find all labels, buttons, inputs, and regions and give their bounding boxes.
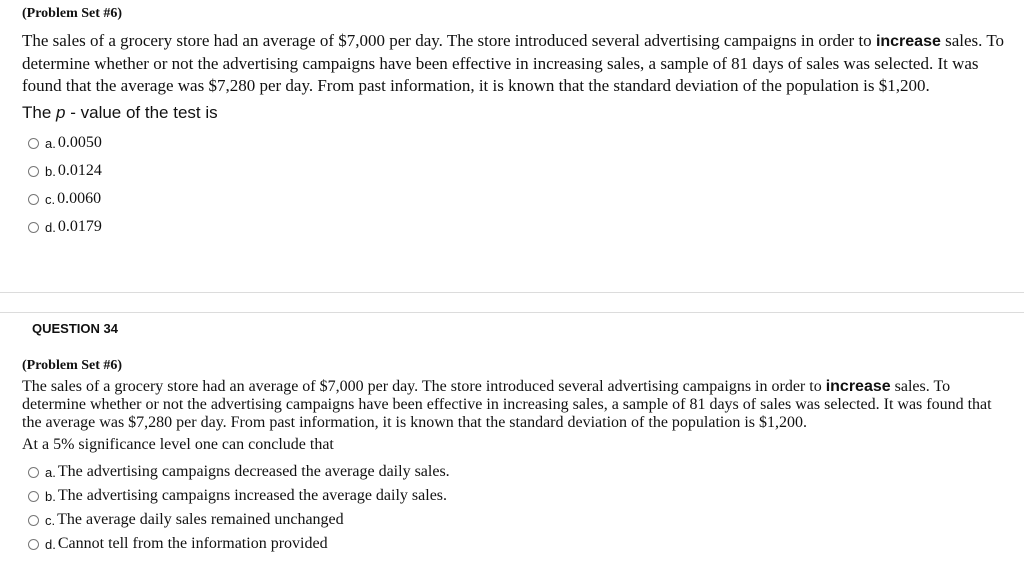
radio-icon[interactable] — [28, 515, 39, 526]
option-text: The advertising campaigns decreased the average daily sales. — [57, 463, 450, 480]
option-d[interactable] — [22, 213, 1012, 241]
problem-set-label: (Problem Set #6) — [22, 6, 123, 21]
stem-text-1: The sales of a grocery store had an average of $7,000 per day. The store introduced several advertising campaigns in order to — [22, 31, 872, 50]
divider — [0, 312, 1024, 313]
answer-options — [22, 129, 1012, 241]
prompt-pre: The — [22, 103, 52, 122]
option-letter: a. — [45, 464, 56, 480]
option-text: 0.0060 — [57, 190, 102, 207]
question-prompt — [22, 103, 1012, 123]
option-text: 0.0124 — [57, 162, 102, 179]
option-b[interactable] — [22, 157, 1012, 185]
radio-icon[interactable] — [28, 222, 39, 233]
radio-icon[interactable] — [28, 539, 39, 550]
stem-text-1: The sales of a grocery store had an average of $7,000 per day. The store introduced several advertising campaigns in order to — [22, 378, 822, 395]
answer-options — [22, 460, 1012, 556]
option-letter: d. — [45, 536, 56, 552]
radio-icon[interactable] — [28, 166, 39, 177]
question-heading: QUESTION 34 — [32, 321, 118, 336]
radio-icon[interactable] — [28, 467, 39, 478]
question-prompt: At a 5% significance level one can conclude that — [22, 436, 334, 453]
prompt-variable: p — [56, 103, 66, 122]
question-1 — [22, 0, 1012, 241]
option-letter: b. — [45, 488, 56, 504]
option-text: The advertising campaigns increased the average daily sales. — [57, 487, 448, 504]
option-b[interactable] — [22, 484, 1012, 508]
option-a[interactable] — [22, 460, 1012, 484]
question-stem — [22, 378, 1012, 432]
option-c[interactable] — [22, 185, 1012, 213]
option-letter: c. — [45, 512, 56, 528]
option-letter: d. — [45, 219, 56, 235]
problem-set-label: (Problem Set #6) — [22, 358, 123, 373]
option-c[interactable] — [22, 508, 1012, 532]
stem-text-2: sales. To determine whether or not the advertising campaigns have been effective in increasing sales, a sample of 81 days of sales was selected. It was found that the average was $7,280 per day. From past information, it is known that the standard deviation of the population is $1,200. — [22, 31, 1005, 95]
option-letter: c. — [45, 191, 56, 207]
stem-emphasis: increase — [875, 33, 941, 50]
option-letter: b. — [45, 163, 56, 179]
option-text: 0.0050 — [57, 134, 102, 151]
stem-emphasis: increase — [825, 378, 891, 395]
question-2 — [22, 358, 1012, 556]
option-text: Cannot tell from the information provided — [57, 535, 328, 552]
option-letter: a. — [45, 135, 56, 151]
option-text: 0.0179 — [57, 218, 102, 235]
radio-icon[interactable] — [28, 491, 39, 502]
prompt-post: - value of the test is — [70, 103, 218, 122]
question-stem — [22, 30, 1012, 97]
option-a[interactable] — [22, 129, 1012, 157]
stem-text-2: sales. To determine whether or not the advertising campaigns have been effective in increasing sales, a sample of 81 days of sales was selected. It was found that the average was $7,280 per day. From past information, it is known that the standard deviation of the population is $1,200. — [22, 378, 992, 431]
radio-icon[interactable] — [28, 194, 39, 205]
option-text: The average daily sales remained unchanged — [57, 511, 344, 528]
radio-icon[interactable] — [28, 138, 39, 149]
divider — [0, 292, 1024, 293]
option-d[interactable] — [22, 532, 1012, 556]
